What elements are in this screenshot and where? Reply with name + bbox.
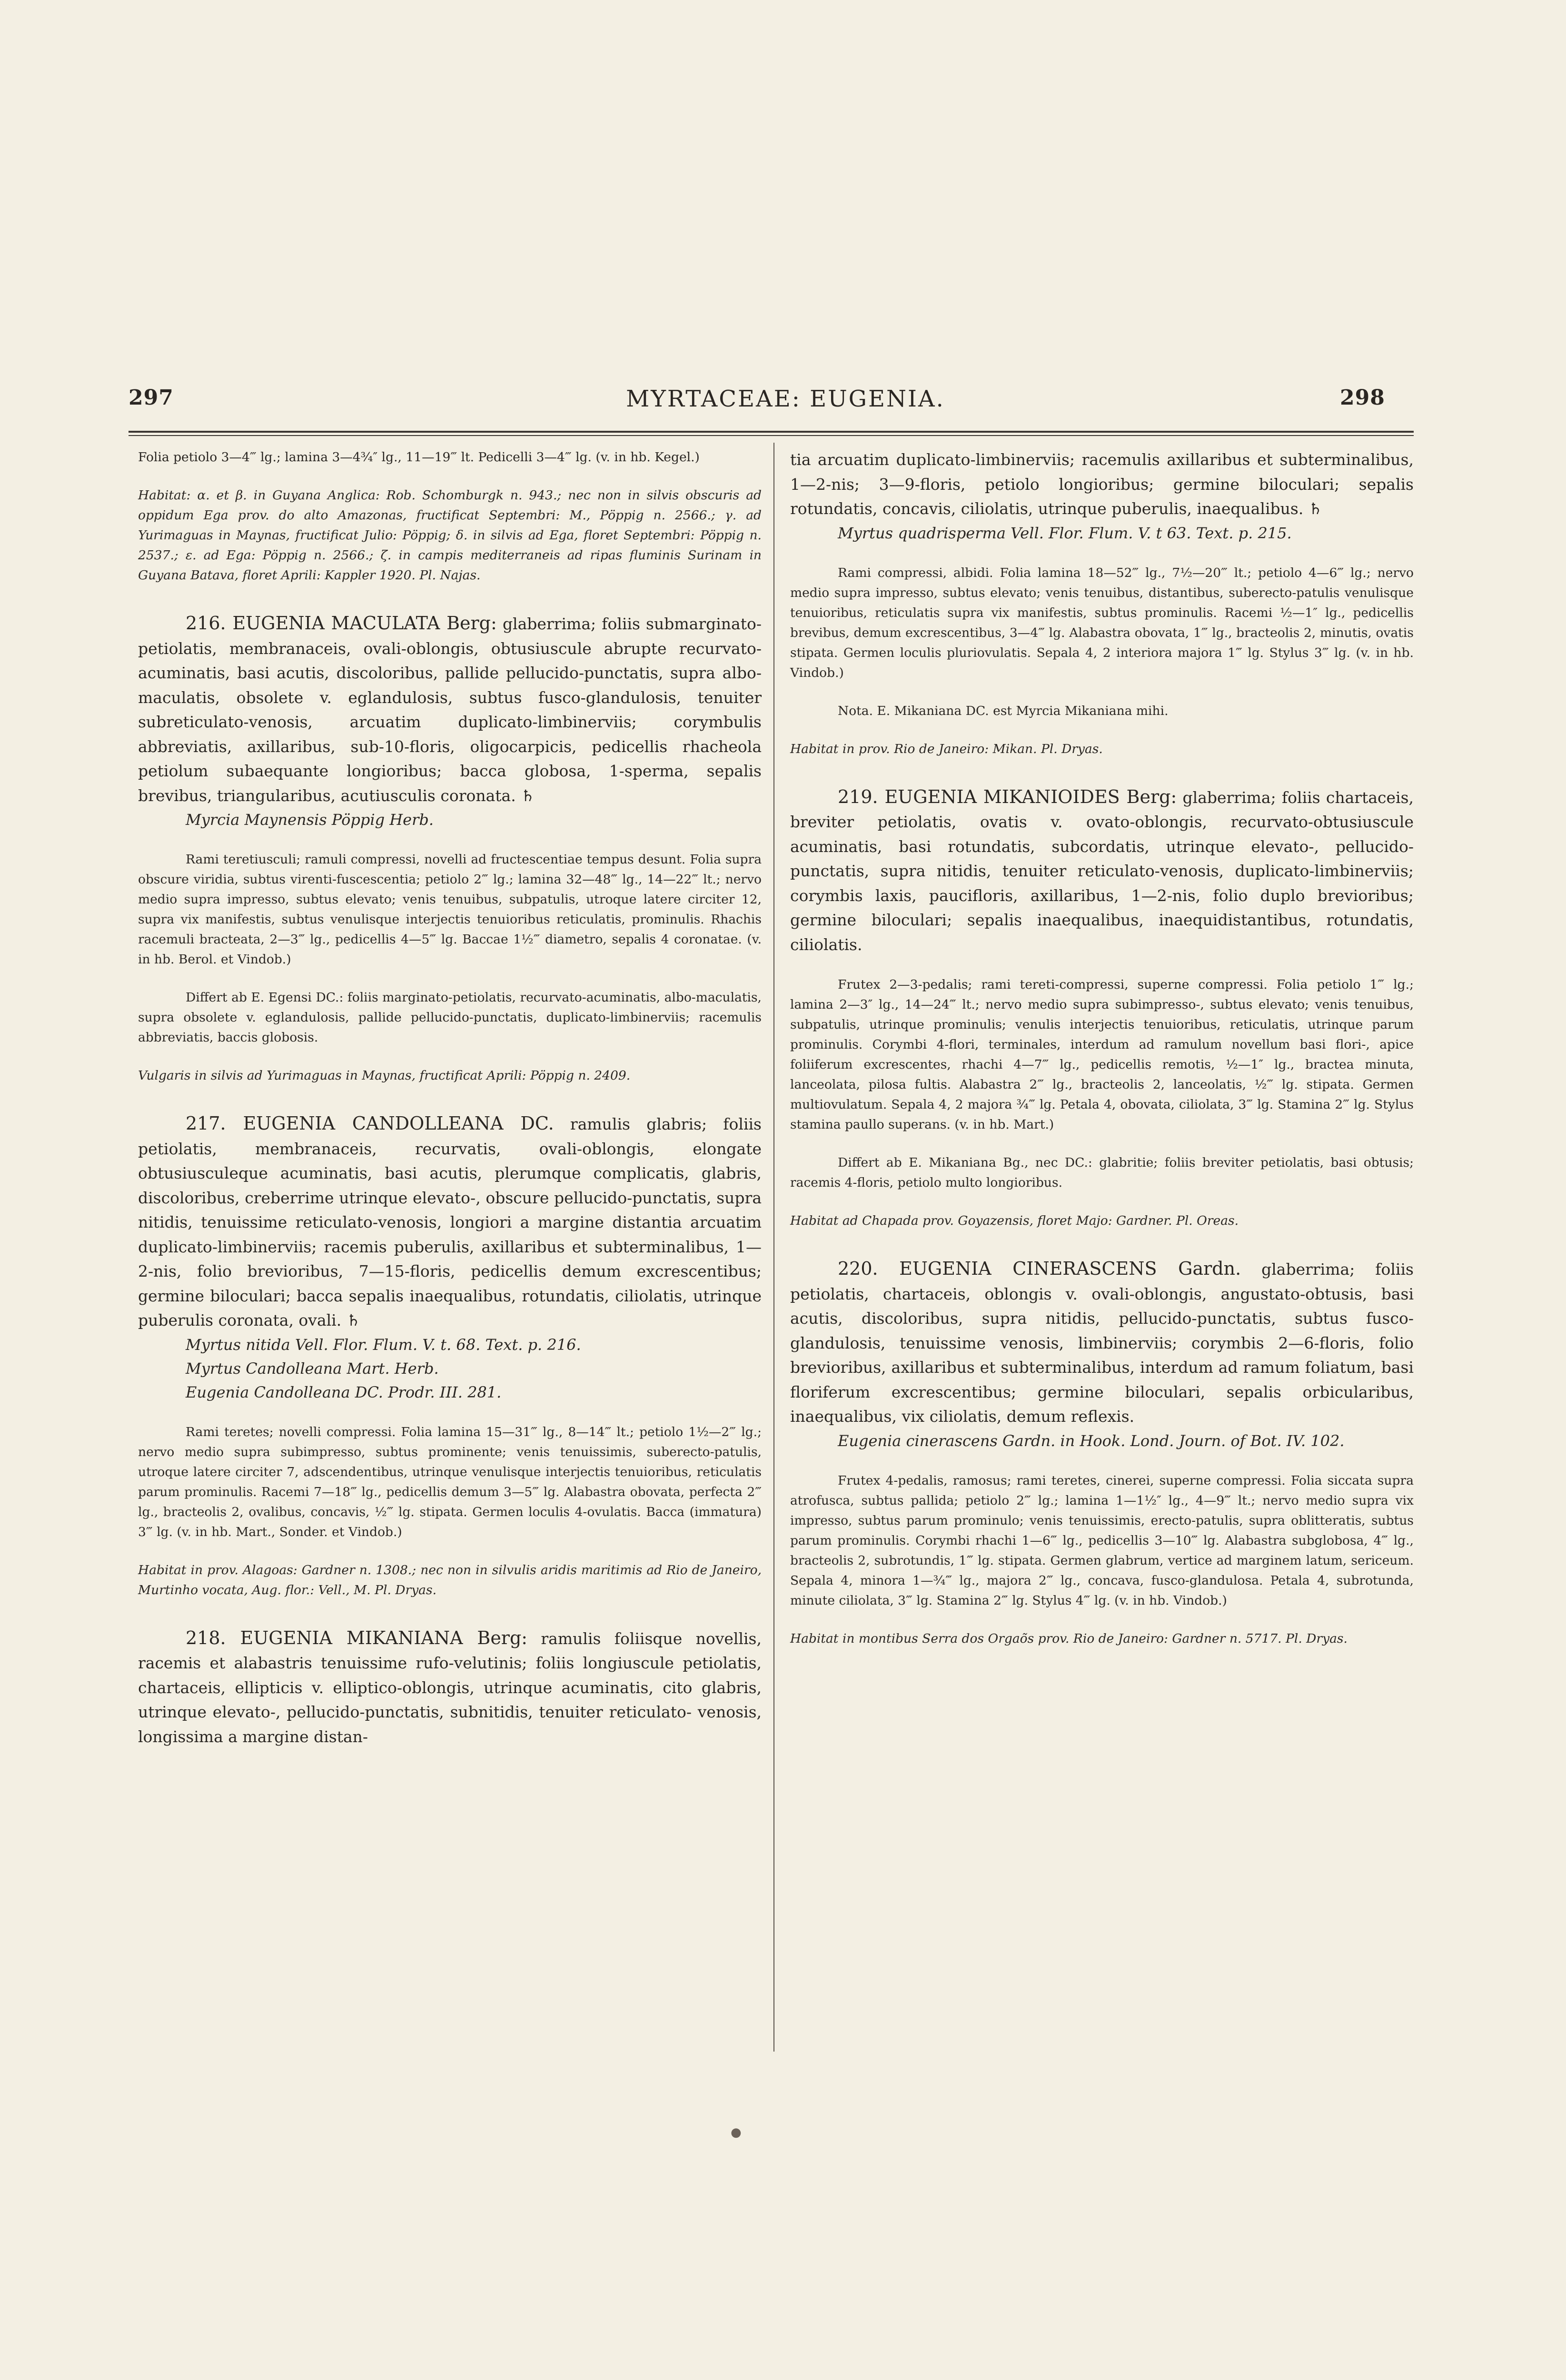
header-rule: [129, 431, 1414, 433]
page-header: [0, 386, 1566, 428]
species-219-diagnosis: glaberrima; foliis chartaceis, breviter petiolatis, ovatis v. ovato-oblongis, recurvato-obtusiuscule acuminatis, basi rotundatis, subcordatis, utrinque elevato-, pellucido-punctatis, supra nitidis, tenuiter reticulato-venosis, duplicato-limbinerviis; corymbis laxis, paucifloris, axillaribus, 1—2-nis, folio duplo brevioribus; germine biloculari; sepalis inaequalibus, inaequidistantibus, rotundatis, ciliolatis.: [790, 788, 1414, 954]
habitat-note: Habitat in prov. Alagoas: Gardner n. 1308.; nec non in silvulis aridis maritimis ad Rio de Janeiro, Murtinho vocata, Aug. flor.: Vell., M. Pl. Dryas.: [138, 1562, 762, 1597]
synonym: Eugenia cinerascens Gardn. in Hook. Lond. Journ. of Bot. IV. 102.: [838, 1431, 1345, 1450]
description: Frutex 4-pedalis, ramosus; rami teretes, cinerei, superne compressi. Folia siccata supra atrofusca, subtus pallida; petiolo 2‴ lg.; lamina 1—1½″ lg., 4—9‴ lt.; nervo medio supra vix impresso, subtus parum prominulo; venis tenuissimis, erecto-patulis, supra oblitteratis, subtus parum prominulis. Corymbi rhachi 1—6‴ lg., pedicellis 3—10‴ lg. Alabastra subglobosa, 4‴ lg., bracteolis 2, subrotundis, 1‴ lg. stipata. Germen glabrum, vertice ad marginem latum, sericeum. Sepala 4, minora 1—¾‴ lg., majora 2‴ lg., concava, fusco-glandulosa. Petala 4, subrotunda, minute ciliolata, 3‴ lg. Stamina 2‴ lg. Stylus 4‴ lg. (v. in hb. Vindob.): [790, 1473, 1414, 1608]
page-number-left: 297: [129, 386, 174, 410]
species-217-title: 217. EUGENIA CANDOLLEANA DC.: [186, 1113, 554, 1134]
species-217: [138, 1111, 762, 1333]
description: Rami compressi, albidi. Folia lamina 18—52‴ lg., 7½—20‴ lt.; petiolo 4—6‴ lg.; nervo medio supra impresso, subtus elevato; venis tenuibus, distantibus, suberecto-patulis venulisque tenuioribus, reticulatis supra vix manifestis, subtus prominulis. Racemi ½—1″ lg., pedicellis brevibus, demum excrescentibus, 3—4‴ lg. Alabastra obovata, 1‴ lg., bracteolis 2, minutis, ovatis stipata. Germen loculis pluriovulatis. Sepala 4, 2 interiora majora 1‴ lg. Stylus 3‴ lg. (v. in hb. Vindob.): [790, 565, 1414, 680]
habitat-note: Habitat in montibus Serra dos Orgaõs prov. Rio de Janeiro: Gardner n. 5717. Pl. Dryas.: [790, 1631, 1348, 1646]
species-216-diagnosis: glaberrima; foliis submarginato-petiolatis, membranaceis, ovali-oblongis, obtusiuscule abrupte recurvato-acuminatis, basi acutis, discoloribus, pallide pellucido-punctatis, supra albo-maculatis, obsolete v. eglandulosis, subtus fusco-glandulosis, tenuiter subreticulato-venosis, arcuatim duplicato-limbinerviis; corymbulis abbreviatis, axillaribus, sub-10-floris, oligocarpicis, pedicellis rhacheola petiolum subaequante longioribus; bacca globosa, 1-sperma, sepalis brevibus, triangularibus, acutiusculis coronata. ♄: [138, 615, 762, 805]
species-219: [790, 785, 1414, 957]
species-220: [790, 1257, 1414, 1429]
description: Rami teretiusculi; ramuli compressi, novelli ad fructescentiae tempus desunt. Folia supra obscure viridia, subtus virenti-fuscescentia; petiolo 2‴ lg.; lamina 32—48‴ lg., 14—22‴ lt.; nervo medio supra impresso, subtus elevato; venis tenuibus, subpatulis, utroque latere circiter 12, supra vix manifestis, subtus venulisque interjectis tenuioribus reticulatis, prominulis. Rhachis racemuli bracteata, 2—3‴ lg., pedicellis 4—5‴ lg. Baccae 1½‴ diametro, sepalis 4 coronatae. (v. in hb. Berol. et Vindob.): [138, 852, 762, 967]
habitat-note: Habitat ad Chapada prov. Goyazensis, floret Majo: Gardner. Pl. Oreas.: [790, 1213, 1239, 1228]
left-column: [138, 447, 762, 1749]
differential-note: Differt ab E. Egensi DC.: foliis marginato-petiolatis, recurvato-acuminatis, albo-maculatis, supra obsolete v. eglandulosis, pallide pellucido-punctatis, duplicato-limbinerviis; racemulis abbreviatis, baccis globosis.: [138, 990, 762, 1045]
species-217-diagnosis: ramulis glabris; foliis petiolatis, membranaceis, recurvatis, ovali-oblongis, elongate obtusiusculeque acuminatis, basi acutis, plerumque complicatis, glabris, discoloribus, creberrime utrinque elevato-, obscure pellucido-punctatis, supra nitidis, tenuissime reticulato-venosis, longiori a margine distantia arcuatim duplicato-limbinerviis; racemis puberulis, axillaribus et subterminalibus, 1—2-nis, folio brevioribus, 7—15-floris, pedicellis demum excrescentibus; germine biloculari; bacca sepalis inaequalibus, rotundatis, ciliolatis, utrinque puberulis coronata, ovali. ♄: [138, 1115, 762, 1329]
species-220-diagnosis: glaberrima; foliis petiolatis, chartaceis, oblongis v. ovali-oblongis, angustato-obtusis, basi acutis, discoloribus, supra nitidis, pellucido-punctatis, subtus fusco-glandulosis, tenuissime venosis, limbinerviis; corymbis 2—6-floris, folio brevioribus, axillaribus et subterminalibus, interdum ad ramum foliatum, basi floriferum excrescentibus; germine biloculari, sepalis orbicularibus, inaequalibus, vix ciliolatis, demum reflexis.: [790, 1260, 1414, 1426]
synonym: Eugenia Candolleana DC. Prodr. III. 281.: [186, 1383, 502, 1401]
habitat-note: Vulgaris in silvis ad Yurimaguas in Maynas, fructificat Aprili: Pöppig n. 2409.: [138, 1068, 631, 1083]
nota: Nota. E. Mikaniana DC. est Myrcia Mikaniana mihi.: [838, 703, 1169, 718]
habitat-note: Habitat: α. et β. in Guyana Anglica: Rob. Schomburgk n. 943.; nec non in silvis obscuris ad oppidum Ega prov. do alto Amazonas, fructificat Septembri: M., Pöppig n. 2566.; γ. ad Yurimaguas in Maynas, fructificat Julio: Pöppig; δ. in silvis ad Ega, floret Septembri: Pöppig n. 2537.; ε. ad Ega: Pöppig n. 2566.; ζ. in campis mediterraneis ad ripas fluminis Surinam in Guyana Batava, floret Aprili: Kappler 1920. Pl. Najas.: [138, 488, 762, 583]
species-218-diagnosis-continued: tia arcuatim duplicato-limbinerviis; racemulis axillaribus et subterminalibus, 1—2-nis; 3—9-floris, petiolo longioribus; germine biloculari; sepalis rotundatis, concavis, ciliolatis, utrinque puberulis, inaequalibus. ♄: [790, 450, 1414, 518]
species-218-title: 218. EUGENIA MIKANIANA Berg:: [186, 1627, 528, 1648]
synonym: Myrtus nitida Vell. Flor. Flum. V. t. 68. Text. p. 216.: [186, 1335, 581, 1354]
synonym: Myrcia Maynensis Pöppig Herb.: [186, 811, 434, 829]
species-216: [138, 611, 762, 808]
description: Frutex 2—3-pedalis; rami tereti-compressi, superne compressi. Folia petiolo 1‴ lg.; lamina 2—3″ lg., 14—24‴ lt.; nervo medio supra subimpresso-, subtus elevato; venis tenuibus, subpatulis, utrinque prominulis; venulis interjectis tenuioribus, reticulatis, utrinque parum prominulis. Corymbi 4-flori, terminales, interdum ad ramulum novellum basi flori-, apice foliiferum excrescentes, rhachi 4—7‴ lg., pedicellis remotis, ½—1″ lg., bractea minuta, lanceolata, pilosa fultis. Alabastra 2‴ lg., bracteolis 2, lanceolatis, ½‴ lg. stipata. Germen multiovulatum. Sepala 4, 2 majora ¾‴ lg. Petala 4, obovata, ciliolata, 3‴ lg. Stamina 2‴ lg. Stylus stamina paullo superans. (v. in hb. Mart.): [790, 977, 1414, 1132]
synonym: Myrtus quadrisperma Vell. Flor. Flum. V. t 63. Text. p. 215.: [838, 524, 1292, 542]
description-continued: Folia petiolo 3—4‴ lg.; lamina 3—4¾″ lg., 11—19‴ lt. Pedicelli 3—4‴ lg. (v. in hb. Kegel.): [138, 450, 700, 465]
species-218: [138, 1626, 762, 1749]
header-rule-thin: [129, 435, 1414, 436]
species-216-title: 216. EUGENIA MACULATA Berg:: [186, 613, 497, 634]
species-219-title: 219. EUGENIA MIKANIOIDES Berg:: [838, 786, 1177, 807]
description: Rami teretes; novelli compressi. Folia lamina 15—31‴ lg., 8—14‴ lt.; petiolo 1½—2‴ lg.; nervo medio supra subimpresso, subtus prominente; venis tenuissimis, suberecto-patulis, utroque latere circiter 7, adscendentibus, utrinque venulisque interjectis tenuioribus, reticulatis parum prominulis. Racemi 7—18‴ lg., pedicellis demum 3—5‴ lg. Alabastra obovata, perfecta 2‴ lg., bracteolis 2, ovalibus, concavis, ½‴ lg. stipata. Germen loculis 4-ovulatis. Bacca (immatura) 3‴ lg. (v. in hb. Mart., Sonder. et Vindob.): [138, 1424, 762, 1539]
page-number-right: 298: [1340, 386, 1385, 410]
column-divider: [773, 443, 774, 2052]
habitat-note: Habitat in prov. Rio de Janeiro: Mikan. Pl. Dryas.: [790, 741, 1103, 756]
running-head: MYRTACEAE: EUGENIA.: [626, 386, 945, 412]
synonym: Myrtus Candolleana Mart. Herb.: [186, 1359, 439, 1378]
printer-mark: ●: [731, 2125, 742, 2140]
species-218-diagnosis: ramulis foliisque novellis, racemis et alabastris tenuissime rufo-velutinis; foliis longiuscule petiolatis, chartaceis, ellipticis v. elliptico-oblongis, utrinque acuminatis, cito glabris, utrinque elevato-, pellucido-punctatis, subnitidis, tenuiter reticulato- venosis, longissima a margine distan-: [138, 1629, 762, 1746]
species-220-title: 220. EUGENIA CINERASCENS Gardn.: [838, 1258, 1241, 1279]
differential-note: Differt ab E. Mikaniana Bg., nec DC.: glabritie; foliis breviter petiolatis, basi obtusis; racemis 4-floris, petiolo multo longioribus.: [790, 1155, 1414, 1190]
right-column: [790, 447, 1414, 1649]
